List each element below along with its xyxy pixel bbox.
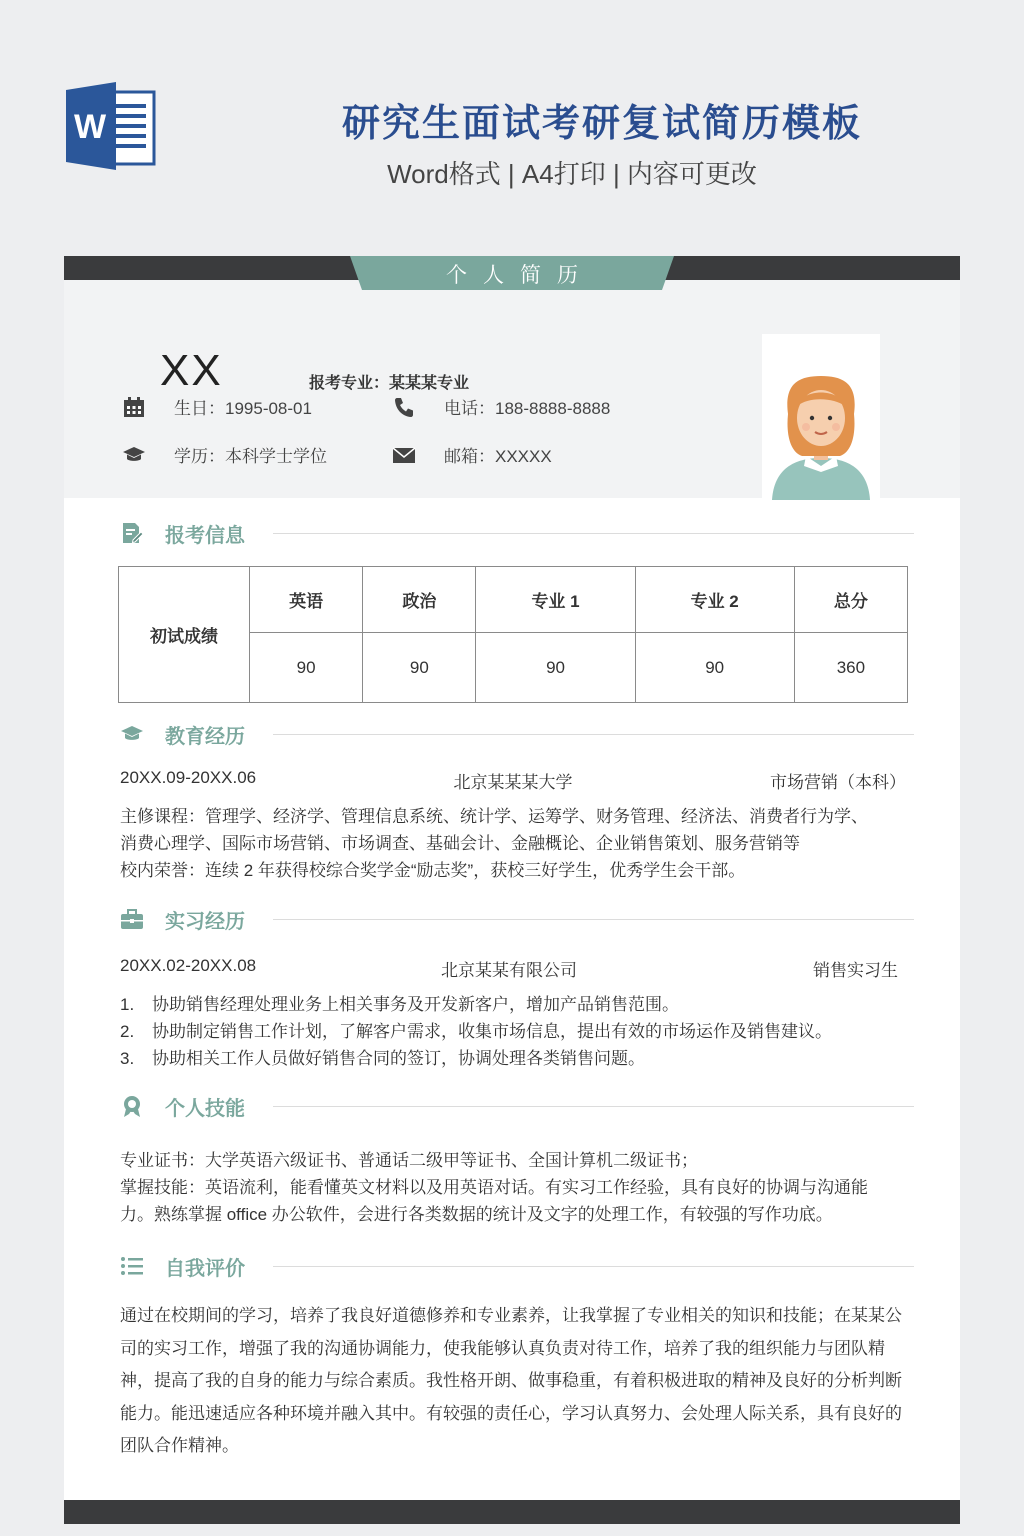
section-exam-info xyxy=(120,518,914,548)
list-text: 协助制定销售工作计划，了解客户需求，收集市场信息，提出有效的市场运作及销售建议。 xyxy=(152,1022,832,1041)
table-header: 英语 xyxy=(250,567,363,633)
section-skills xyxy=(120,1091,914,1121)
list-number: 3. xyxy=(120,1049,135,1068)
ability-line: 掌握技能：英语流利，能看懂英文材料以及用英语对话。有实习工作经验，具有良好的协调与沟通能 xyxy=(120,1178,868,1197)
table-row xyxy=(119,567,908,633)
phone-row xyxy=(392,394,610,419)
table-header: 总分 xyxy=(794,567,907,633)
internship-period: 20XX.02-20XX.08 xyxy=(120,956,257,975)
phone-text: 电话：188-8888-8888 xyxy=(444,399,611,418)
education-text: 学历：本科学士学位 xyxy=(174,447,327,466)
courses-line: 主修课程：管理学、经济学、管理信息系统、统计学、运筹学、财务管理、经济法、消费者行为学、 xyxy=(120,807,868,826)
list-text: 协助相关工作人员做好销售合同的签订，协调处理各类销售问题。 xyxy=(152,1049,645,1068)
honors-line: 校内荣誉：连续 2 年获得校综合奖学金“励志奖”，获校三好学生，优秀学生会干部。 xyxy=(120,861,746,880)
phone-icon xyxy=(392,396,416,418)
internship-role: 销售实习生 xyxy=(812,961,898,980)
table-cell: 90 xyxy=(363,633,476,703)
section-divider xyxy=(273,919,914,920)
banner-subtitle: Word格式 | A4打印 | 内容可更改 xyxy=(387,159,757,189)
birth-row xyxy=(122,394,312,419)
courses-line: 消费心理学、国际市场营销、市场调查、基础会计、金融概论、企业销售策划、服务营销等 xyxy=(120,834,800,853)
table-cell: 90 xyxy=(250,633,363,703)
self-eval-text: 通过在校期间的学习，培养了我良好道德修养和专业素养，让我掌握了专业相关的知识和技能；在某某公司的实习工作，增强了我的沟通协调能力，使我能够认真负责对待工作，培养了我的组织能力与团队精神，提高了我的自身的能力与综合素质。我性格开朗、做事稳重，有着积极进取的精神及良好的分析判断能力。能迅速适应各种环境并融入其中。有较强的责任心，学习认真努力、会处理人际关系，具有良好的团队合作精神。 xyxy=(120,1306,902,1455)
section-title: 报考信息 xyxy=(165,524,245,547)
score-row-label: 初试成绩 xyxy=(119,567,250,703)
envelope-icon xyxy=(392,444,416,466)
resume-page xyxy=(64,256,960,1524)
resume-heading: 个人简历 xyxy=(446,264,594,287)
section-internship xyxy=(120,904,914,934)
bottom-bar xyxy=(64,1500,960,1524)
section-title: 实习经历 xyxy=(165,910,245,933)
education-row xyxy=(122,442,327,467)
table-cell: 90 xyxy=(476,633,635,703)
graduation-cap-icon xyxy=(120,722,144,746)
education-period: 20XX.09-20XX.06 xyxy=(120,768,257,787)
certs-line: 专业证书：大学英语六级证书、普通话二级甲等证书、全国计算机二级证书； xyxy=(120,1151,698,1170)
section-title: 个人技能 xyxy=(165,1097,245,1120)
birth-text: 生日：1995-08-01 xyxy=(174,399,312,418)
education-major: 市场营销（本科） xyxy=(770,773,906,792)
list-item xyxy=(120,990,679,1015)
award-badge-icon xyxy=(120,1094,144,1118)
section-title: 自我评价 xyxy=(165,1257,245,1280)
candidate-name: XX xyxy=(160,346,223,395)
list-icon xyxy=(120,1254,144,1278)
list-number: 1. xyxy=(120,995,135,1014)
avatar xyxy=(762,334,880,500)
calendar-icon xyxy=(122,396,146,418)
edit-document-icon xyxy=(120,521,144,545)
section-self-eval xyxy=(120,1251,914,1281)
resume-header xyxy=(64,280,960,498)
graduation-cap-icon xyxy=(122,444,146,466)
table-header: 专业 1 xyxy=(476,567,635,633)
briefcase-icon xyxy=(120,907,144,931)
education-school: 北京某某某大学 xyxy=(453,773,573,792)
section-divider xyxy=(273,1106,914,1107)
section-divider xyxy=(273,533,914,534)
internship-company: 北京某某有限公司 xyxy=(440,961,577,980)
list-number: 2. xyxy=(120,1022,135,1041)
section-title: 教育经历 xyxy=(165,725,245,748)
applied-major: 报考专业：某某某专业 xyxy=(309,375,470,392)
table-header: 专业 2 xyxy=(635,567,794,633)
table-cell: 90 xyxy=(635,633,794,703)
section-divider xyxy=(273,734,914,735)
email-text: 邮箱：XXXXX xyxy=(444,447,552,466)
section-education xyxy=(120,719,914,749)
list-item xyxy=(120,1044,645,1069)
banner-title: 研究生面试考研复试简历模板 xyxy=(341,103,862,145)
list-item xyxy=(120,1017,832,1042)
svg-text:W: W xyxy=(73,108,107,146)
education-entry xyxy=(120,768,906,793)
ability-line: 力。熟练掌握 office 办公软件，会进行各类数据的统计及文字的处理工作，有较强的写作功底。 xyxy=(120,1205,833,1224)
score-table xyxy=(118,566,908,703)
section-divider xyxy=(273,1266,914,1267)
list-text: 协助销售经理处理业务上相关事务及开发新客户，增加产品销售范围。 xyxy=(152,995,679,1014)
table-cell: 360 xyxy=(794,633,907,703)
email-row xyxy=(392,442,552,467)
table-header: 政治 xyxy=(363,567,476,633)
internship-entry xyxy=(120,956,906,981)
